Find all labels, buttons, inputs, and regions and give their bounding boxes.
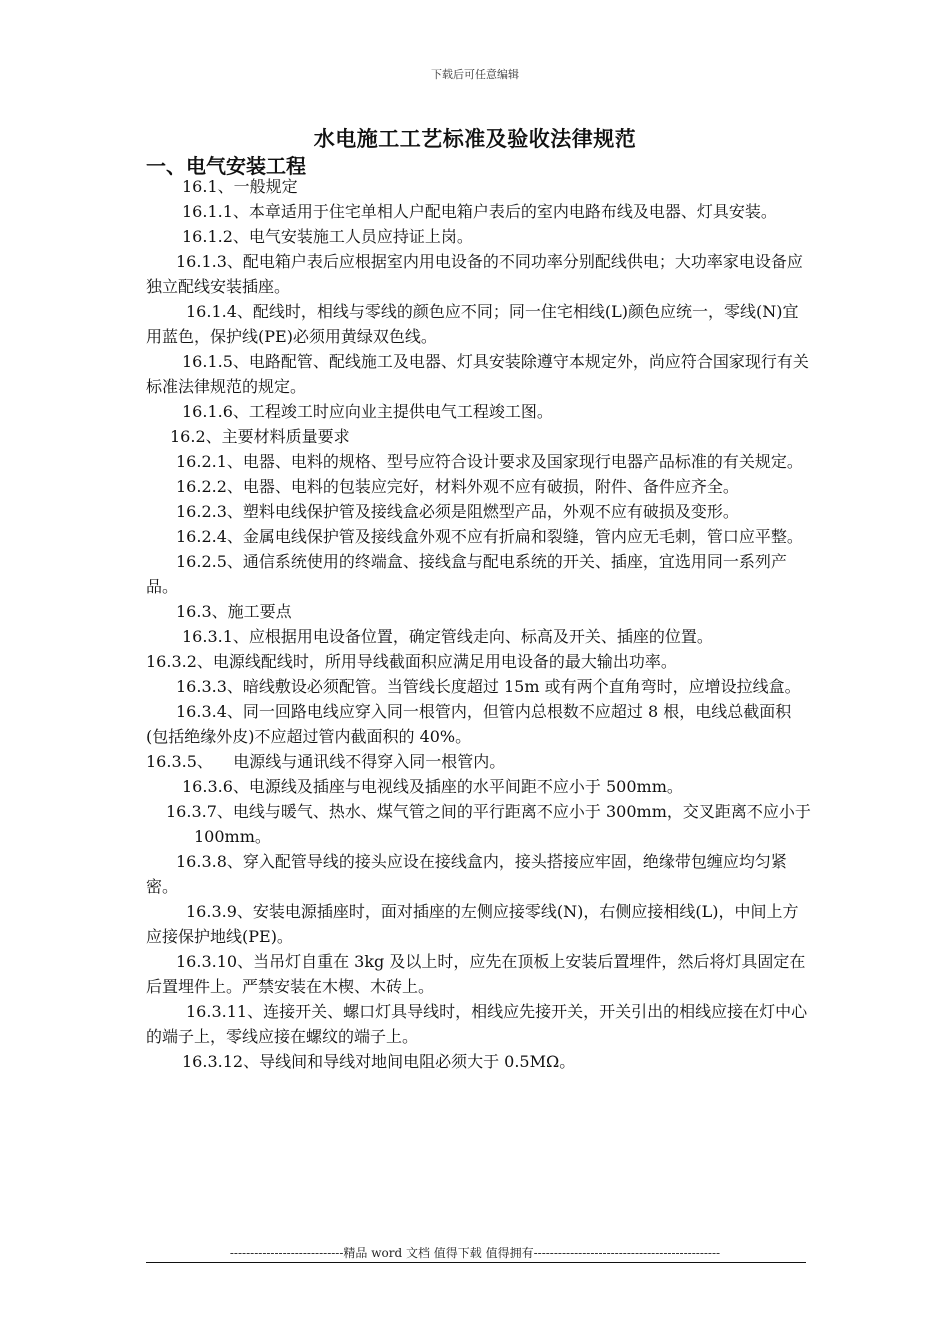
paragraph: 16.3.3、暗线敷设必须配管。当管线长度超过 15m 或有两个直角弯时，应增设拉线盒。 [176,677,801,696]
document-title: 水电施工工艺标准及验收法律规范 [313,126,637,151]
paragraph: 16.2.2、电器、电料的包装应完好，材料外观不应有破损，附件、备件应齐全。 [176,477,739,496]
subsection-heading: 16.3、施工要点 [176,602,292,621]
section-heading: 一、电气安装工程 [146,154,306,178]
paragraph: 16.3.2、电源线配线时，所用导线截面积应满足用电设备的最大输出功率。 [146,652,677,671]
paragraph: 16.1.5、电路配管、配线施工及电器、灯具安装除遵守本规定外，尚应符合国家现行有关标准法律规范的规定。 [146,352,809,396]
paragraph: 16.3.5、 电源线与通讯线不得穿入同一根管内。 [146,752,506,771]
paragraph: 16.1.4、配线时，相线与零线的颜色应不同；同一住宅相线(L)颜色应统一，零线(N)宜用蓝色，保护线(PE)必须用黄绿双色线。 [146,302,799,346]
document-body [146,174,811,1074]
paragraph: 16.3.6、电源线及插座与电视线及插座的水平间距不应小于 500mm。 [182,777,683,796]
paragraph: 16.1.1、本章适用于住宅单相人户配电箱户表后的室内电路布线及电器、灯具安装。 [182,202,777,221]
paragraph: 16.3.7、电线与暖气、热水、煤气管之间的平行距离不应小于 300mm，交叉距离不应小于 100mm。 [166,802,811,846]
page-footer: ----------------------------精品 word 文档 值得下载 值得拥有---------------------------------------------- [229,1246,721,1260]
paragraph: 16.3.8、穿入配管导线的接头应设在接线盒内，接头搭接应牢固，绝缘带包缠应均匀紧密。 [146,852,787,896]
page-header: 下载后可任意编辑 [431,68,519,81]
paragraph: 16.3.10、当吊灯自重在 3kg 及以上时，应先在顶板上安装后置埋件，然后将灯具固定在后置埋件上。严禁安装在木楔、木砖上。 [146,952,806,996]
paragraph: 16.2.4、金属电线保护管及接线盒外观不应有折扁和裂缝，管内应无毛刺，管口应平整。 [176,527,803,546]
paragraph: 16.3.4、同一回路电线应穿入同一根管内，但管内总根数不应超过 8 根，电线总截面积(包括绝缘外皮)不应超过管内截面积的 40%。 [146,702,792,746]
paragraph: 16.2.1、电器、电料的规格、型号应符合设计要求及国家现行电器产品标准的有关规定。 [176,452,803,471]
footer-rule [146,1262,806,1263]
subsection-heading: 16.2、主要材料质量要求 [170,427,350,446]
subsection-heading: 16.1、一般规定 [182,177,298,196]
paragraph: 16.3.9、安装电源插座时，面对插座的左侧应接零线(N)，右侧应接相线(L)，中间上方应接保护地线(PE)。 [146,902,799,946]
paragraph: 16.1.2、电气安装施工人员应持证上岗。 [182,227,473,246]
paragraph: 16.3.1、应根据用电设备位置，确定管线走向、标高及开关、插座的位置。 [182,627,713,646]
paragraph: 16.3.12、导线间和导线对地间电阻必须大于 0.5MΩ。 [182,1052,576,1071]
paragraph: 16.2.5、通信系统使用的终端盒、接线盒与配电系统的开关、插座，宜选用同一系列产品。 [146,552,787,596]
paragraph: 16.2.3、塑料电线保护管及接线盒必须是阻燃型产品，外观不应有破损及变形。 [176,502,739,521]
paragraph: 16.1.3、配电箱户表后应根据室内用电设备的不同功率分别配线供电；大功率家电设备应独立配线安装插座。 [146,252,803,296]
paragraph: 16.1.6、工程竣工时应向业主提供电气工程竣工图。 [182,402,553,421]
paragraph: 16.3.11、连接开关、螺口灯具导线时，相线应先接开关，开关引出的相线应接在灯中心的端子上，零线应接在螺纹的端子上。 [146,1002,808,1046]
